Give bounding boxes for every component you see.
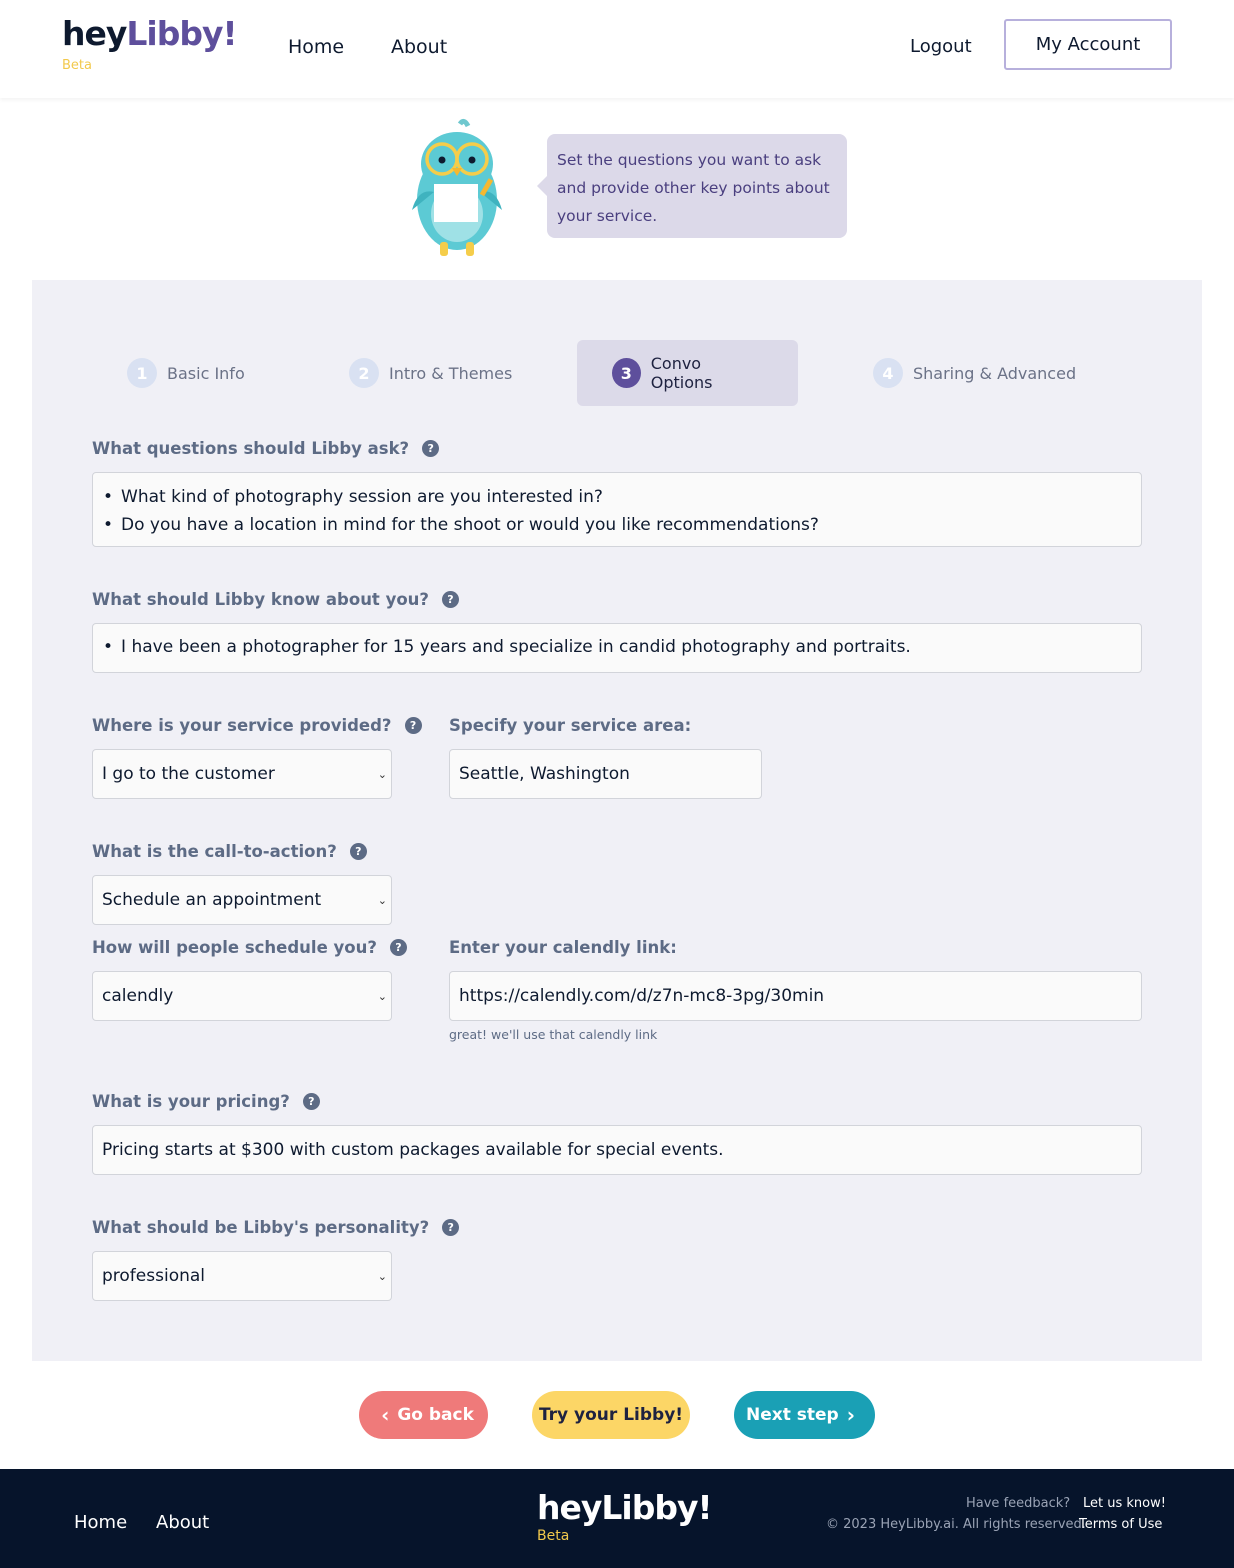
step-basic-info[interactable] [127,340,245,406]
next-step-button[interactable] [734,1391,875,1439]
let-us-know-link[interactable]: Let us know! [1083,1496,1166,1511]
go-back-button[interactable] [359,1391,488,1439]
footer-logo[interactable]: heyLibby! [537,1488,712,1527]
help-icon[interactable]: ? [350,843,367,860]
step-number: 1 [127,358,157,388]
step-label: Basic Info [167,363,245,383]
where-select-value: I go to the customer [102,764,275,784]
step-tabs [92,340,1142,406]
list-item: • I have been a photographer for 15 years and specialize in candid photography and portraits. [103,633,1131,661]
step-number: 2 [349,358,379,388]
schedule-select[interactable] [92,971,392,1021]
questions-label-text: What questions should Libby ask? [92,439,410,458]
footer-nav-home[interactable]: Home [74,1512,128,1533]
service-area-input[interactable] [449,749,762,799]
step-label: Convo Options [650,354,713,392]
footer [0,1469,1234,1568]
questions-label [92,439,439,458]
personality-label-text: What should be Libby's personality? [92,1218,430,1237]
where-label-text: Where is your service provided? [92,716,392,735]
about-input[interactable] [92,623,1142,673]
step-label: Intro & Themes [389,363,513,383]
logo[interactable] [62,14,237,53]
cta-label-text: What is the call-to-action? [92,842,337,861]
chevron-right-icon: › [846,1403,855,1427]
calendly-label [449,938,677,957]
feedback-text: Have feedback? [966,1496,1071,1511]
cta-label [92,842,367,861]
chevron-down-icon: ⌄ [377,767,387,781]
pricing-label [92,1092,320,1111]
questions-input[interactable] [92,472,1142,547]
chevron-down-icon: ⌄ [377,989,387,1003]
personality-select[interactable] [92,1251,392,1301]
area-label [449,716,691,735]
pricing-value: Pricing starts at $300 with custom packages available for special events. [102,1140,724,1160]
step-convo-options[interactable] [577,340,798,406]
logout-link[interactable]: Logout [910,36,972,57]
personality-select-value: professional [102,1266,206,1286]
service-area-value: Seattle, Washington [459,764,630,784]
chevron-left-icon: ‹ [381,1403,390,1427]
calendly-hint: great! we'll use that calendly link [449,1027,658,1042]
schedule-select-value: calendly [102,986,174,1006]
chevron-down-icon: ⌄ [377,1269,387,1283]
calendly-link-value: https://calendly.com/d/z7n-mc8-3pg/30min [459,986,825,1006]
next-step-label: Next step [746,1405,839,1425]
cta-select[interactable] [92,875,392,925]
libby-mascot-icon [404,118,510,260]
step-number: 3 [612,358,641,388]
help-icon[interactable]: ? [405,717,422,734]
list-item: • What kind of photography session are you interested in? [103,483,1131,511]
where-label [92,716,422,735]
nav-home[interactable]: Home [288,36,345,58]
step-sharing-advanced[interactable] [873,340,1076,406]
schedule-label [92,938,407,957]
where-select[interactable] [92,749,392,799]
about-label-text: What should Libby know about you? [92,590,429,609]
my-account-button[interactable]: My Account [1004,19,1172,70]
speech-bubble: Set the questions you want to ask and provide other key points about your service. [547,134,847,238]
schedule-label-text: How will people schedule you? [92,938,377,957]
cta-select-value: Schedule an appointment [102,890,322,910]
calendly-link-input[interactable] [449,971,1142,1021]
terms-link[interactable]: Terms of Use [1079,1517,1163,1532]
pricing-label-text: What is your pricing? [92,1092,290,1111]
try-libby-button[interactable] [532,1391,690,1439]
chevron-down-icon: ⌄ [377,893,387,907]
beta-badge: Beta [62,58,92,73]
help-icon[interactable]: ? [390,939,407,956]
footer-nav-about[interactable]: About [156,1512,210,1533]
help-icon[interactable]: ? [442,591,459,608]
calendly-label-text: Enter your calendly link: [449,938,677,957]
copyright-text: © 2023 HeyLibby.ai. All rights reserved. [826,1517,1086,1532]
help-icon[interactable]: ? [442,1219,459,1236]
logo-libby: Libby! [126,14,237,53]
nav-about[interactable]: About [391,36,448,58]
step-number: 4 [873,358,903,388]
header [0,0,1234,98]
help-icon[interactable]: ? [303,1093,320,1110]
step-intro-themes[interactable] [349,340,512,406]
step-label: Sharing & Advanced [913,363,1077,383]
pricing-input[interactable] [92,1125,1142,1175]
logo-hey: hey [62,14,127,53]
help-icon[interactable]: ? [422,440,439,457]
area-label-text: Specify your service area: [449,716,692,735]
list-item: • Do you have a location in mind for the shoot or would you like recommendations? [103,511,1131,539]
about-label [92,590,459,609]
personality-label [92,1218,459,1237]
footer-beta: Beta [537,1528,570,1544]
try-libby-label: Try your Libby! [538,1405,684,1425]
go-back-label: Go back [397,1405,474,1425]
